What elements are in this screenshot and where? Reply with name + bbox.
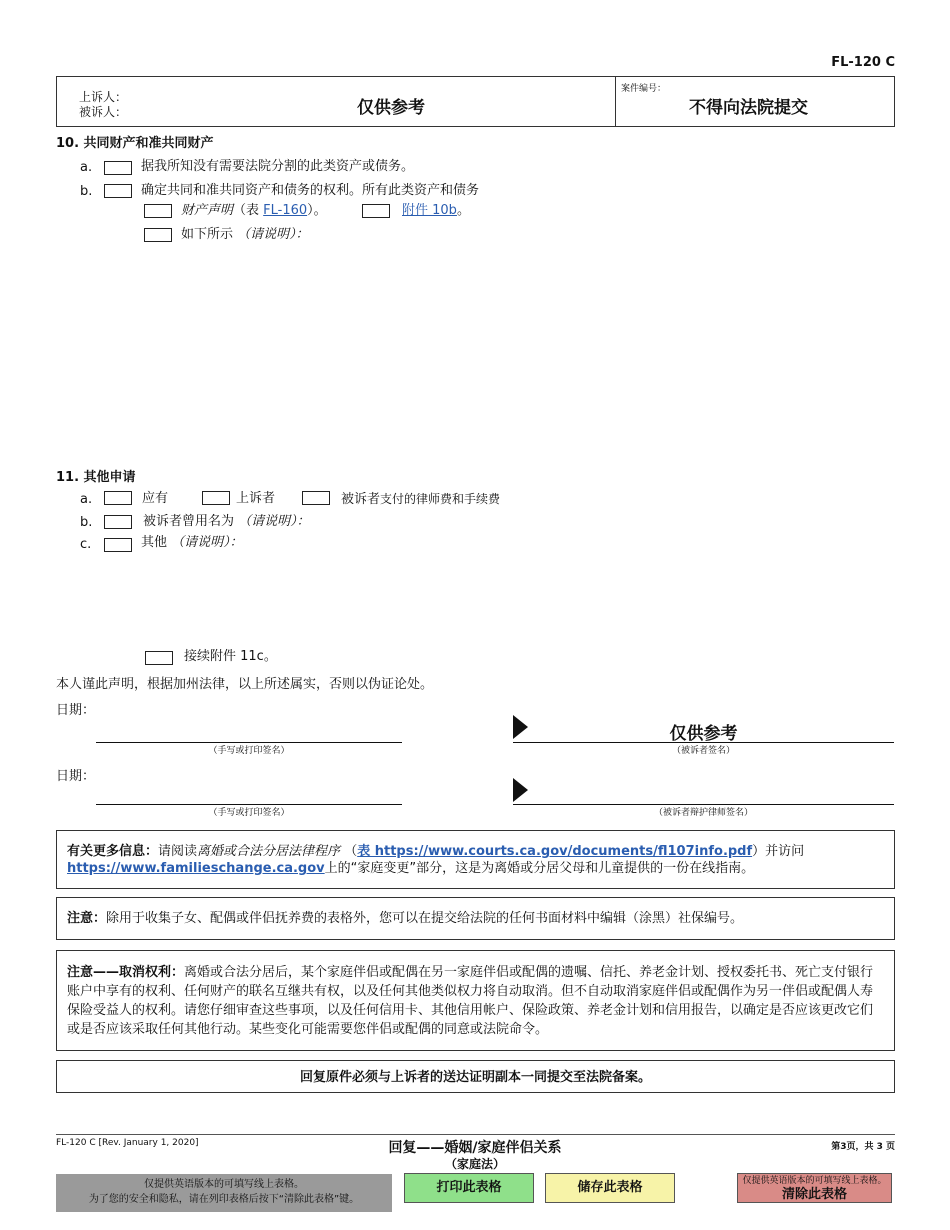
filing-notice-box	[56, 1060, 895, 1093]
item-11b-text: 被诉者曾用名为	[143, 514, 235, 529]
date-label-1: 日期：	[56, 703, 96, 718]
item-11a-letter: a.	[80, 492, 93, 507]
sign-here-arrow-2	[513, 778, 528, 802]
item-10b-text: 确定共同和准共同资产和债务的权利。所有此类资产和债务	[141, 183, 480, 198]
ssn-notice-label: 注意：	[67, 911, 107, 926]
checkbox-10b[interactable]	[104, 184, 132, 198]
more-info-text3: 上的“家庭变更”部分，这是为离婚或分居父母和儿童提供的一份在线指南。	[324, 861, 755, 876]
form-id: FL-120 C	[831, 55, 895, 70]
continued-11c-text: 接续附件 11c。	[184, 649, 277, 664]
attachment-10b-line	[402, 203, 470, 219]
item-11b-specify: （请说明）：	[238, 514, 310, 529]
case-number-value: 不得向法院提交	[689, 98, 808, 118]
revocation-body: 离婚或合法分居后，某个家庭伴侣或配偶在另一家庭伴侣或配偶的遗嘱、信托、养老金计划、授权委托书、死亡支付银行账户中享有的权利、任何财产的联名互继共有权，以及任何其他类似权力将自动取消。但不自动取消家庭伴侣或配偶作为另一伴侣或配偶人寿保险受益人的权利。请您仔细审查这些事项，以及任何信用卡、其他信用帐户、保险政策、养老金计划和信用报告，以确定是否应该更改它们或是否应该采取任何其他行动。某些变化可能需要您伴侣或配偶的同意或法院命令。	[67, 965, 874, 1037]
footer-subtitle: （家庭法）	[444, 1157, 505, 1171]
ssn-notice-body: 除用于收集子女、配偶或伴侣抚养费的表格外，您可以在提交给法院的任何书面材料中编辑（涂黑）社保编号。	[106, 911, 744, 926]
declaration-text: 本人谨此声明，根据加州法律，以上所述属实，否则以伪证论处。	[56, 677, 434, 692]
more-info-text1: 请阅读	[158, 844, 198, 859]
respondent-signature-caption: （被诉者签名）	[671, 746, 735, 756]
grey-info-panel	[56, 1174, 392, 1212]
revocation-text	[67, 963, 885, 1039]
section-10-title: 10. 共同财产和准共同财产	[56, 136, 214, 151]
item-11a-opt3: 被诉者	[341, 492, 381, 507]
item-11a-opt3-suffix: 支付的律师费和手续费	[380, 492, 501, 506]
as-follows-line	[181, 227, 309, 243]
more-info-paren: （	[344, 844, 358, 859]
footer-form-rev: FL-120 C [Rev. January 1, 2020]	[56, 1138, 199, 1148]
as-follows-specify: （请说明）：	[237, 227, 309, 242]
caption-box	[56, 76, 895, 127]
property-declaration-form-prefix: （表	[233, 203, 264, 218]
as-follows-text: 如下所示	[181, 227, 234, 242]
item-11a-opt1: 应有	[142, 491, 169, 506]
footer-title: 回复——婚姻/家庭伴侣关系	[388, 1140, 562, 1156]
familieschange-link[interactable]: https://www.familieschange.ca.gov	[67, 861, 325, 876]
print-name-caption-1: （手写或打印签名）	[208, 746, 290, 756]
grey-line-2: 为了您的安全和隐私，请在列印表格后按下“清除此表格”键。	[88, 1194, 360, 1205]
filing-notice-text: 回复原件必须与上诉者的送达证明副本一同提交至法院备案。	[299, 1070, 651, 1085]
case-number-label: 案件编号：	[621, 84, 667, 94]
attachment-10b-link[interactable]: 附件 10b	[402, 203, 457, 218]
more-info-label: 有关更多信息：	[67, 844, 159, 859]
party-value: 仅供参考	[357, 98, 425, 118]
clear-form-label: 清除此表格	[781, 1187, 847, 1202]
ssn-notice-box	[56, 897, 895, 940]
respondent-label: 被诉人：	[79, 105, 128, 119]
item-11b-line	[143, 514, 310, 530]
save-form-label: 储存此表格	[577, 1180, 643, 1195]
attachment-10b-suffix: 。	[456, 203, 470, 218]
footer-rule	[56, 1134, 895, 1135]
revocation-box	[56, 950, 895, 1051]
item-11a-opt2: 上诉者	[236, 491, 276, 506]
checkbox-11c[interactable]	[104, 538, 132, 552]
checkbox-11a-appellant[interactable]	[202, 491, 230, 505]
checkbox-as-follows[interactable]	[144, 228, 172, 242]
checkbox-attachment-10b[interactable]	[362, 204, 390, 218]
item-11b-letter: b.	[80, 515, 93, 530]
revocation-label: 注意——取消权利：	[67, 965, 185, 980]
item-11c-line	[141, 535, 243, 551]
attorney-signature-caption: （被诉者辩护律师签名）	[653, 808, 753, 818]
section-11-title: 11. 其他申请	[56, 470, 136, 485]
ssn-notice-text	[67, 911, 882, 927]
more-info-italic: 离婚或合法分居法律程序	[197, 844, 341, 859]
item-10a-text: 据我所知没有需要法院分割的此类资产或债务。	[141, 159, 415, 174]
item-10a-letter: a.	[80, 160, 93, 175]
fl107-link[interactable]: 表 https://www.courts.ca.gov/documents/fl107info.pdf	[357, 844, 753, 859]
clear-note: 仅提供英语版本的可填写线上表格。	[742, 1176, 887, 1186]
caption-divider	[615, 76, 616, 127]
checkbox-11a-respondent[interactable]	[302, 491, 330, 505]
print-form-button[interactable]: 打印此表格	[404, 1173, 534, 1203]
more-info-text2: ）并访问	[752, 844, 805, 859]
checkbox-11a[interactable]	[104, 491, 132, 505]
respondent-signature-value: 仅供参考	[669, 724, 738, 744]
more-info-text	[67, 843, 882, 877]
item-11c-letter: c.	[80, 537, 92, 552]
grey-line-1: 仅提供英语版本的可填写线上表格。	[144, 1179, 304, 1190]
item-11c-specify: （请说明）：	[171, 535, 243, 550]
property-declaration-suffix: ）。	[307, 203, 327, 218]
print-name-caption-2: （手写或打印签名）	[208, 808, 290, 818]
save-form-button[interactable]	[545, 1173, 675, 1203]
clear-form-button[interactable]	[737, 1173, 892, 1203]
checkbox-continued-11c[interactable]	[145, 651, 173, 665]
checkbox-property-declaration[interactable]	[144, 204, 172, 218]
property-declaration-line	[181, 203, 327, 219]
more-info-box	[56, 830, 895, 889]
checkbox-11b[interactable]	[104, 515, 132, 529]
property-declaration-label: 财产声明	[181, 203, 234, 218]
date-label-2: 日期：	[56, 769, 96, 784]
appellant-label: 上诉人：	[79, 90, 128, 104]
checkbox-10a[interactable]	[104, 161, 132, 175]
item-10b-letter: b.	[80, 184, 93, 199]
item-11c-text: 其他	[141, 535, 168, 550]
item-11a-opt3-line	[341, 491, 500, 508]
fl-160-link[interactable]: FL-160	[263, 203, 308, 218]
footer-page: 第3页，共 3 页	[831, 1142, 895, 1152]
